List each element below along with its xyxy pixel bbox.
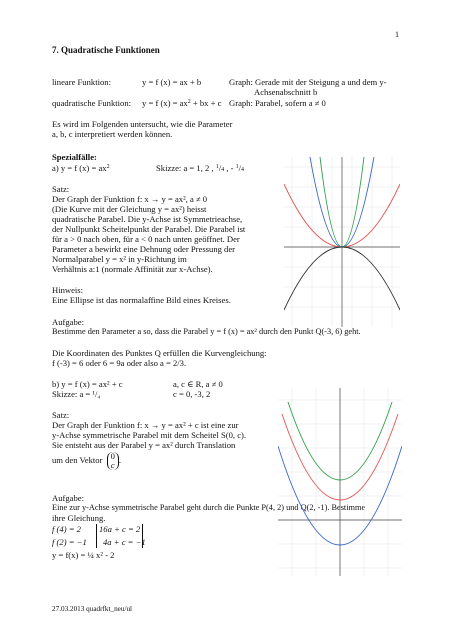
def-linear-name: lineare Funktion: [52,77,111,87]
hinweis-text: Eine Ellipse ist das normalaffine Bild eines Kreises. [52,295,231,305]
satz-b-line: y-Achse symmetrische Parabel mit dem Scheitel S(0, c). [52,430,247,440]
aufgabe-1-text: Bestimme den Parameter a so, dass die Parabel y = f (x) = ax² durch den Punkt Q(-3, 6) geht. [52,327,361,336]
intro-line-1: Es wird im Folgenden untersucht, wie die Parameter [52,119,233,129]
page-number: 1 [395,30,399,39]
intro-line-2: a, b, c interpretiert werden können. [52,129,173,139]
satz-a-line: der Nullpunkt Scheitelpunkt der Parabel. Die Parabel ist [52,224,246,234]
equation-2-right: 4a + c = −1 [103,537,146,547]
case-a-label: a) y = f $(x) = ax^2$ [52,163,110,173]
satz-a-line: Parameter a bewirkt eine Dehnung oder Pressung der [52,244,236,254]
def-linear-graph: Graph: Gerade mit der Steigung a und dem y- [229,77,387,87]
result-equation: y = f(x) = ¼ x² - 2 [52,550,115,560]
special-heading: Spezialfälle: [52,152,97,162]
satz-b-title: Satz: [52,410,70,420]
aufgabe-2-line-1: Eine zur y-Achse symmetrische Parabel geht durch die Punkte P(4, 2) und Q(2, -1). Bestimme [52,503,366,512]
equation-1-left: f (4) = 2 [52,524,81,534]
footer: 27.03.2013 quadrfkt_neu/ul [52,605,133,613]
section-title: 7. Quadratische Funktionen [52,45,160,55]
parabola-sketch-a [284,157,400,327]
hinweis-title: Hinweis: [52,285,84,295]
satz-a-line: quadratische Parabel. Die y-Achse ist Symmetrieachse, [52,214,243,224]
satz-a-line: Verhältnis a:1 (normale Affinität zur x-Achse). [52,264,213,274]
aufgabe-2-line-2: ihre Gleichung. [52,513,106,523]
translation-vector: um den Vektor 0 c. [52,451,122,470]
parabola-sketch-b [278,388,402,576]
equation-2-left: f (2) = −1 [52,537,87,547]
satz-a-line: für a > 0 nach oben, für a < 0 nach unten geöffnet. Der [52,234,240,244]
def-quad-name: quadratische Funktion: [52,98,132,108]
equation-1-right: 16a + c = 2 [99,524,141,534]
satz-a-line: Der Graph der Funktion f: x → y = ax², a ≠ 0 [52,194,208,204]
satz-a-line: Normalparabel y = x² in y-Richtung im [52,254,187,264]
loesung-1-line-1: Die Koordinaten des Punktes Q erfüllen die Kurvengleichung: [52,348,267,358]
satz-a-title: Satz: [52,184,70,194]
satz-a-line: (Die Kurve mit der Gleichung y = ax²) heisst [52,204,207,214]
satz-b-line: Der Graph der Funktion f: x → y = ax² + c ist eine zur [52,420,239,430]
aufgabe-1-title: Aufgabe: [52,317,84,327]
def-quad-formula: y = f $(x) = ax^2$ + bx + c [142,98,222,108]
aufgabe-2-title: Aufgabe: [52,493,84,503]
def-linear-formula: y = f (x) = ax + b [142,77,202,87]
case-a-skizze: Skizze: a = 1, 2 , $^1$/4 , - $^1$/4 [156,163,244,173]
case-b-c-values: c = 0, -3, 2 [173,389,211,399]
def-linear-graph-2: Achsenabschnitt b [254,87,318,97]
system-bracket-left [96,524,97,548]
case-b-params: a, c ∈ R, a ≠ 0 [173,379,223,389]
case-b-skizze: Skizze: a = ¹/₄ [52,389,101,399]
case-b-label: b) y = f (x) = ax² + c [52,379,123,389]
def-quad-graph: Graph: Parabel, sofern a ≠ 0 [229,98,326,108]
loesung-1-line-2: f (-3) = 6 oder 6 = 9a oder also a = 2/3. [52,358,187,368]
satz-b-line: Sie entsteht aus der Parabel y = ax² durch Translation [52,440,236,450]
